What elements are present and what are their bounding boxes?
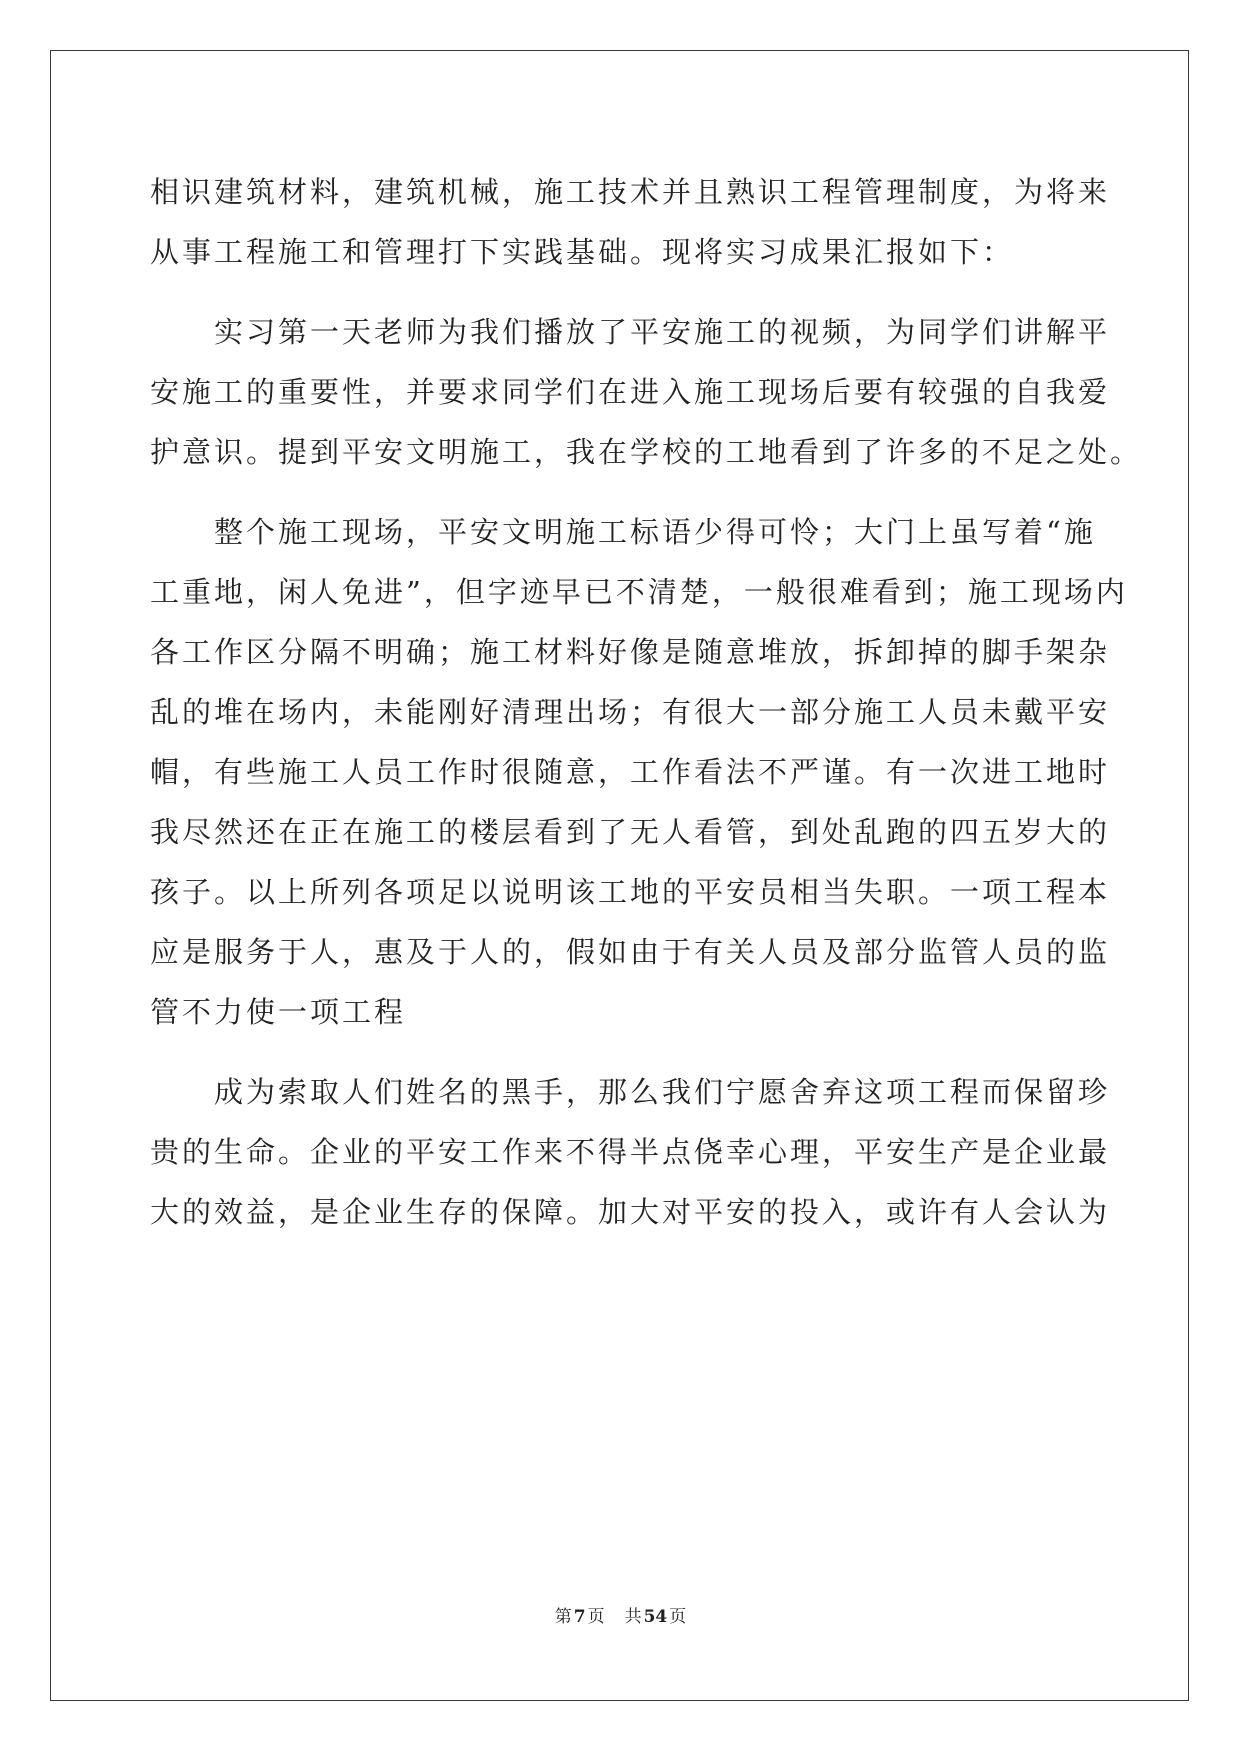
text-line: 乱的堆在场内，未能刚好清理出场；有很大一部分施工人员未戴平安 [150, 695, 1111, 729]
text-line: 大的效益，是企业生存的保障。加大对平安的投入，或许有人会认为 [150, 1195, 1111, 1229]
text-line: 应是服务于人，惠及于人的，假如由于有关人员及部分监管人员的监 [150, 935, 1111, 969]
page-number: 7 [573, 1607, 586, 1627]
text-line: 工重地，闲人免进”，但字迹早已不清楚，一般很难看到；施工现场内 [150, 575, 1128, 609]
text-line: 从事工程施工和管理打下实践基础。现将实习成果汇报如下： [150, 235, 1015, 269]
text-line: 相识建筑材料，建筑机械，施工技术并且熟识工程管理制度，为将来 [150, 175, 1111, 209]
page-footer [0, 1606, 1241, 1628]
total-suffix: 页 [669, 1607, 687, 1627]
paragraph-2 [150, 302, 1143, 482]
paragraph-4 [150, 1062, 1111, 1242]
paragraph-1 [150, 162, 1111, 282]
text-line: 成为索取人们姓名的黑手，那么我们宁愿舍弃这项工程而保留珍 [214, 1075, 1111, 1109]
text-line: 孩子。以上所列各项足以说明该工地的平安员相当失职。一项工程本 [150, 875, 1111, 909]
text-line: 整个施工现场，平安文明施工标语少得可怜；大门上虽写着“施 [214, 515, 1096, 549]
document-body [150, 162, 1143, 1242]
total-prefix: 共 [624, 1607, 642, 1627]
paragraph-3 [150, 502, 1128, 1042]
page-suffix: 页 [587, 1607, 605, 1627]
text-line: 帽，有些施工人员工作时很随意，工作看法不严谨。有一次进工地时 [150, 755, 1111, 789]
text-line: 实习第一天老师为我们播放了平安施工的视频，为同学们讲解平 [214, 315, 1111, 349]
text-line: 安施工的重要性，并要求同学们在进入施工现场后要有较强的自我爱 [150, 375, 1111, 409]
text-line: 我尽然还在正在施工的楼层看到了无人看管，到处乱跑的四五岁大的 [150, 815, 1111, 849]
total-pages: 54 [643, 1607, 668, 1627]
page-prefix: 第 [554, 1607, 572, 1627]
text-line: 管不力使一项工程 [150, 995, 407, 1029]
text-line: 各工作区分隔不明确；施工材料好像是随意堆放，拆卸掉的脚手架杂 [150, 635, 1111, 669]
text-line: 贵的生命。企业的平安工作来不得半点侥幸心理，平安生产是企业最 [150, 1135, 1111, 1169]
text-line: 护意识。提到平安文明施工，我在学校的工地看到了许多的不足之处。 [150, 435, 1143, 469]
